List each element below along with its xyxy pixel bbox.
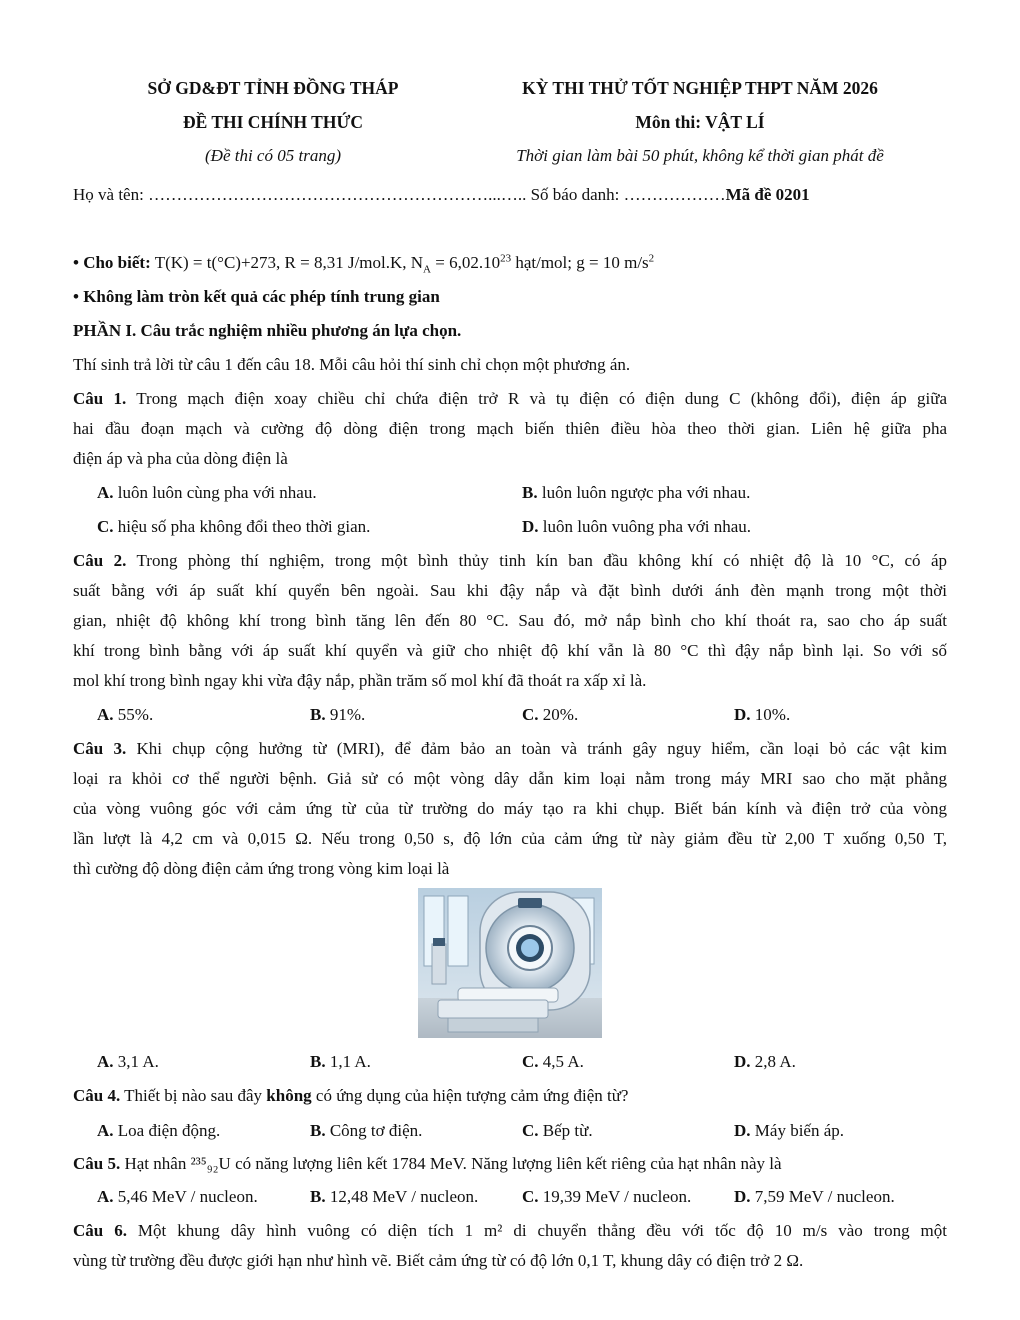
q2-text: Trong phòng thí nghiệm, trong một bình thủy tinh kín ban đầu không khí có nhiệt độ là 10 °C, có áp	[126, 551, 948, 570]
given-sup2: 2	[648, 252, 655, 265]
exam-title: KỲ THI THỬ TỐT NGHIỆP THPT NĂM 2026	[522, 78, 878, 98]
org-name: SỞ GD&ĐT TỈNH ĐỒNG THÁP	[147, 78, 399, 98]
option-key: C.	[522, 1187, 539, 1206]
option-text: 4,5 A.	[538, 1052, 584, 1071]
option-text: 5,46 MeV / nucleon.	[113, 1187, 258, 1206]
option-text: luôn luôn vuông pha với nhau.	[538, 517, 752, 536]
given-sub: A	[423, 263, 431, 276]
mri-machine-image	[418, 888, 602, 1038]
q3-label: Câu 3.	[73, 739, 127, 758]
q2-option-b[interactable]	[310, 704, 365, 726]
q4-option-b[interactable]	[310, 1120, 422, 1142]
q2-label: Câu 2.	[73, 551, 127, 570]
q3-line-3: của vòng vuông góc với cảm ứng từ của từ trường do máy tạo ra khi chụp. Biết bán kính và điện trở của vòng	[73, 799, 947, 818]
option-key: D.	[734, 1187, 751, 1206]
official-label: ĐỀ THI CHÍNH THỨC	[182, 112, 364, 132]
q5-line-1	[73, 1153, 947, 1175]
q5-option-a[interactable]	[97, 1186, 258, 1208]
option-key: D.	[734, 1121, 751, 1140]
q5-option-b[interactable]	[310, 1186, 478, 1208]
option-key: B.	[310, 705, 326, 724]
given-text: T(K) = t(°C)+273, R = 8,31 J/mol.K, N	[154, 253, 424, 272]
option-key: C.	[522, 705, 539, 724]
q3-option-d[interactable]	[734, 1051, 796, 1073]
section-title: PHẦN I. Câu trắc nghiệm nhiều phương án lựa chọn.	[73, 321, 462, 340]
option-key: A.	[97, 1052, 114, 1071]
q3-option-a[interactable]	[97, 1051, 159, 1073]
q1-line-2: hai đầu đoạn mạch và cường độ dòng điện trong mạch biến thiên điều hòa theo thời gian. Liên hệ giữa pha	[73, 419, 947, 438]
option-key: A.	[97, 483, 114, 502]
option-text: 3,1 A.	[113, 1052, 159, 1071]
q5-text: Hạt nhân ²³⁵₉₂U có năng lượng liên kết 1784 MeV. Năng lượng liên kết riêng của hạt nhân này là	[120, 1154, 782, 1173]
q6-text: Một khung dây hình vuông có diện tích 1 m² di chuyển thẳng đều với tốc độ 10 m/s vào trong một	[126, 1221, 948, 1240]
option-text: Máy biến áp.	[750, 1121, 845, 1140]
given-text-c: hạt/mol; g = 10 m/s	[511, 253, 649, 272]
option-key: A.	[97, 1121, 114, 1140]
q1-line-1	[73, 388, 947, 410]
option-key: D.	[734, 705, 751, 724]
q2-line-5: mol khí trong bình ngay khi vừa đậy nắp, phần trăm số mol khí đã thoát ra xấp xỉ là.	[73, 671, 647, 690]
given-text-b: = 6,02.10	[431, 253, 501, 272]
option-text: 7,59 MeV / nucleon.	[750, 1187, 895, 1206]
option-text: luôn luôn ngược pha với nhau.	[537, 483, 751, 502]
exam-code: Mã đề 0201	[725, 185, 810, 204]
option-key: B.	[310, 1187, 326, 1206]
q1-option-c[interactable]	[97, 516, 370, 538]
q6-line-1	[73, 1220, 947, 1242]
option-key: C.	[97, 517, 114, 536]
q5-option-d[interactable]	[734, 1186, 895, 1208]
q2-option-a[interactable]	[97, 704, 153, 726]
q4-option-d[interactable]	[734, 1120, 844, 1142]
q2-line-1	[73, 550, 947, 572]
option-text: Bếp từ.	[538, 1121, 593, 1140]
option-text: 91%.	[325, 705, 366, 724]
q2-line-3: gian, nhiệt độ không khí trong bình tăng lên đến 80 °C. Sau đó, mở nắp bình cho khí thoát ra, sao cho áp suất	[73, 611, 947, 630]
option-key: B.	[310, 1121, 326, 1140]
page-count: (Đề thi có 05 trang)	[205, 146, 341, 165]
option-text: 10%.	[750, 705, 791, 724]
option-text: Công tơ điện.	[325, 1121, 423, 1140]
candidate-fields: Họ và tên: ……………………………………………………...….. Số báo danh: ………………	[73, 185, 726, 204]
q5-option-c[interactable]	[522, 1186, 691, 1208]
q1-text: Trong mạch điện xoay chiều chỉ chứa điện trở R và tụ điện có điện dung C (không đổi), điện áp giữa	[126, 389, 948, 408]
option-key: D.	[734, 1052, 751, 1071]
q3-line-4: lần lượt là 4,2 cm và 0,015 Ω. Nếu trong 0,50 s, độ lớn của cảm ứng từ này giảm đều từ 2,00 T xuống 0,50 T,	[73, 829, 947, 848]
q1-option-d[interactable]	[522, 516, 751, 538]
q1-option-a[interactable]	[97, 482, 317, 504]
option-text: luôn luôn cùng pha với nhau.	[113, 483, 317, 502]
q4-label: Câu 4.	[73, 1086, 121, 1105]
q1-line-3: điện áp và pha của dòng điện là	[73, 449, 288, 468]
q2-line-4: khí trong bình bằng với áp suất khí quyển và giữ cho nhiệt độ khí vẫn là 80 °C thì đậy nắp bình lại. So với số	[73, 641, 947, 660]
q3-option-c[interactable]	[522, 1051, 584, 1073]
q4-option-a[interactable]	[97, 1120, 220, 1142]
option-key: B.	[310, 1052, 326, 1071]
option-text: Loa điện động.	[113, 1121, 221, 1140]
q4-line-1	[73, 1085, 947, 1107]
q2-option-c[interactable]	[522, 704, 578, 726]
option-text: 1,1 A.	[325, 1052, 371, 1071]
option-key: A.	[97, 705, 114, 724]
q1-option-b[interactable]	[522, 482, 750, 504]
option-key: C.	[522, 1052, 539, 1071]
q3-text: Khi chụp cộng hưởng từ (MRI), để đảm bảo an toàn và tránh gây nguy hiểm, cần loại bỏ các vật kim	[126, 739, 947, 758]
q3-line-5: thì cường độ dòng điện cảm ứng trong vòng kim loại là	[73, 859, 450, 878]
option-text: 12,48 MeV / nucleon.	[325, 1187, 479, 1206]
section-instruction: Thí sinh trả lời từ câu 1 đến câu 18. Mỗi câu hỏi thí sinh chỉ chọn một phương án.	[73, 355, 631, 374]
q5-label: Câu 5.	[73, 1154, 121, 1173]
q1-label: Câu 1.	[73, 389, 127, 408]
q4-option-c[interactable]	[522, 1120, 593, 1142]
q3-line-1	[73, 738, 947, 760]
q3-line-2: loại ra khỏi cơ thể người bệnh. Giả sử có một vòng dây dẫn kim loại nằm trong máy MRI sao cho mặt phẳng	[73, 769, 947, 788]
q4-text-post: có ứng dụng của hiện tượng cảm ứng điện từ?	[311, 1086, 629, 1105]
candidate-line	[73, 184, 947, 206]
q6-label: Câu 6.	[73, 1221, 127, 1240]
option-text: 20%.	[538, 705, 579, 724]
option-key: D.	[522, 517, 539, 536]
q6-line-2: vùng từ trường đều được giới hạn như hình vẽ. Biết cảm ứng từ có độ lớn 0,1 T, khung dây có điện trở 2 Ω.	[73, 1251, 804, 1270]
option-text: hiệu số pha không đổi theo thời gian.	[113, 517, 371, 536]
q3-option-b[interactable]	[310, 1051, 371, 1073]
q2-line-2: suất bằng với áp suất khí quyển bên ngoài. Sau khi đậy nắp và đặt bình dưới ánh đèn mạnh trong một thời	[73, 581, 947, 600]
option-key: C.	[522, 1121, 539, 1140]
duration-note: Thời gian làm bài 50 phút, không kể thời gian phát đề	[516, 146, 884, 165]
q4-emphasis: không	[266, 1086, 312, 1105]
given-sup: 23	[500, 252, 512, 265]
option-text: 55%.	[113, 705, 154, 724]
option-key: B.	[522, 483, 538, 502]
given-label: • Cho biết:	[73, 253, 151, 272]
option-text: 2,8 A.	[750, 1052, 796, 1071]
option-text: 19,39 MeV / nucleon.	[538, 1187, 692, 1206]
option-key: A.	[97, 1187, 114, 1206]
q4-text-pre: Thiết bị nào sau đây	[120, 1086, 267, 1105]
given-constants	[73, 252, 947, 274]
subject-label: Môn thi: VẬT LÍ	[635, 112, 765, 132]
no-rounding-note: • Không làm tròn kết quả các phép tính trung gian	[73, 287, 440, 306]
q2-option-d[interactable]	[734, 704, 790, 726]
